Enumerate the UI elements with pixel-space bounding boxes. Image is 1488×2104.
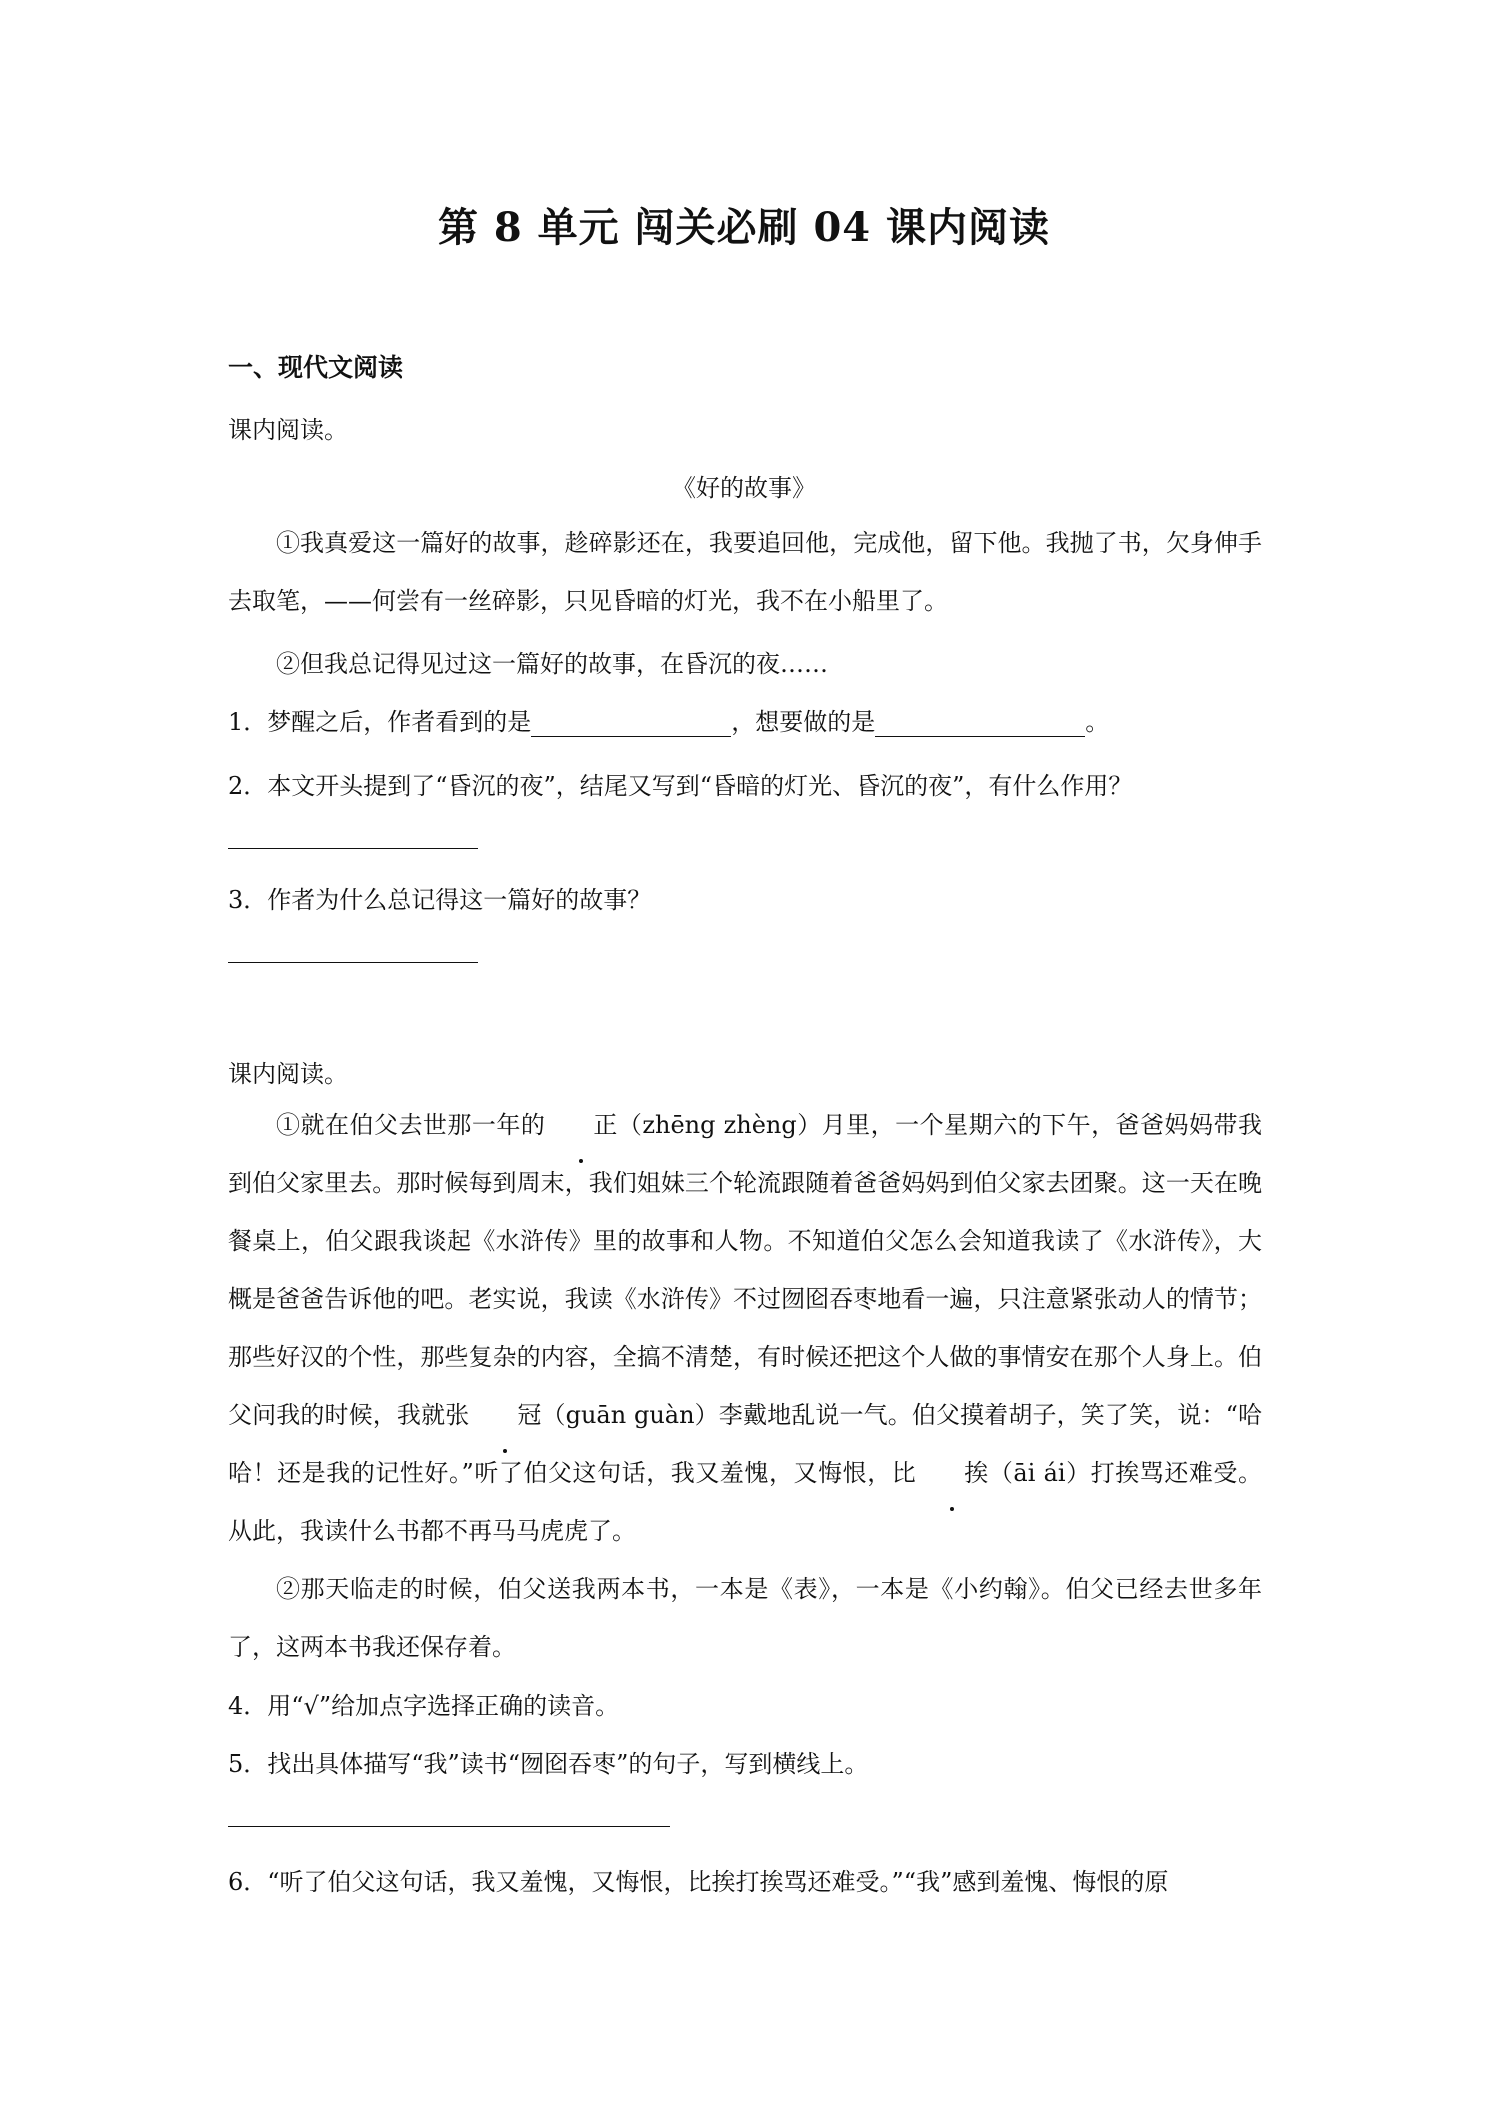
question-1-blank-1[interactable] (531, 712, 731, 737)
passage-2-paragraph-1 (228, 1096, 1262, 1560)
question-3: 3．作者为什么总记得这一篇好的故事？ (228, 886, 652, 914)
question-1 (228, 702, 1109, 737)
question-5: 5．找出具体描写“我”读书“囫囵吞枣”的句子，写到横线上。 (228, 1750, 869, 1778)
dotted-char-guan: 冠 (469, 1386, 541, 1444)
reading-intro-2: 课内阅读。 (228, 1060, 348, 1088)
page-title: 第 8 单元 闯关必刷 04 课内阅读 (437, 204, 1051, 251)
dotted-char-zheng: 正 (545, 1096, 617, 1154)
passage-2-text-c: （guān guàn）李戴地乱说一气。伯父摸着胡子，笑了笑，说：“哈哈！还是我的记性好。”听了伯父这句话，我又羞愧，又悔恨，比 (228, 1401, 1263, 1487)
passage-2-text-d: （āi ái）打挨骂还难受。从此，我读什么书都不再马马虎虎了。 (228, 1459, 1262, 1545)
question-6: 6．“听了伯父这句话，我又羞愧，又悔恨，比挨打挨骂还难受。”“我”感到羞愧、悔恨的原 (228, 1868, 1169, 1896)
question-1-text-a: 1．梦醒之后，作者看到的是 (228, 708, 532, 736)
passage-title: 《好的故事》 (672, 474, 816, 502)
question-3-answer-line[interactable] (228, 962, 478, 963)
question-5-answer-line[interactable] (228, 1826, 670, 1827)
passage-1-paragraph-2: ②但我总记得见过这一篇好的故事，在昏沉的夜…… (276, 650, 828, 678)
passage-2-text-b: （zhēng zhèng）月里，一个星期六的下午，爸爸妈妈带我到伯父家里去。那时候每到周末，我们姐妹三个轮流跟随着爸爸妈妈到伯父家去团聚。这一天在晚餐桌上，伯父跟我谈起《水浒传》里的故事和人物。不知道伯父怎么会知道我读了《水浒传》，大概是爸爸告诉他的吧。老实说，我读《水浒传》不过囫囵吞枣地看一遍，只注意紧张动人的情节；那些好汉的个性，那些复杂的内容，全搞不清楚，有时候还把这个人做的事情安在那个人身上。伯父问我的时候，我就张 (228, 1111, 1262, 1429)
passage-2-paragraph-2: ②那天临走的时候，伯父送我两本书，一本是《表》，一本是《小约翰》。伯父已经去世多年了，这两本书我还保存着。 (228, 1575, 1262, 1661)
question-4: 4．用“√”给加点字选择正确的读音。 (228, 1692, 620, 1720)
question-1-text-b: ，想要做的是 (731, 708, 876, 736)
passage-2-text-a: ①就在伯父去世那一年的 (276, 1111, 546, 1139)
question-2: 2．本文开头提到了“昏沉的夜”，结尾又写到“昏暗的灯光、昏沉的夜”，有什么作用？ (228, 772, 1133, 800)
passage-1-paragraph-1: ①我真爱这一篇好的故事，趁碎影还在，我要追回他，完成他，留下他。我抛了书，欠身伸手去取笔，——何尝有一丝碎影，只见昏暗的灯光，我不在小船里了。 (228, 529, 1262, 615)
dotted-char-ai: 挨 (916, 1444, 988, 1502)
section-heading: 一、现代文阅读 (228, 353, 404, 382)
question-2-answer-line[interactable] (228, 848, 478, 849)
question-1-text-c: 。 (1085, 708, 1110, 736)
reading-intro-1: 课内阅读。 (228, 416, 348, 444)
question-1-blank-2[interactable] (875, 712, 1085, 737)
